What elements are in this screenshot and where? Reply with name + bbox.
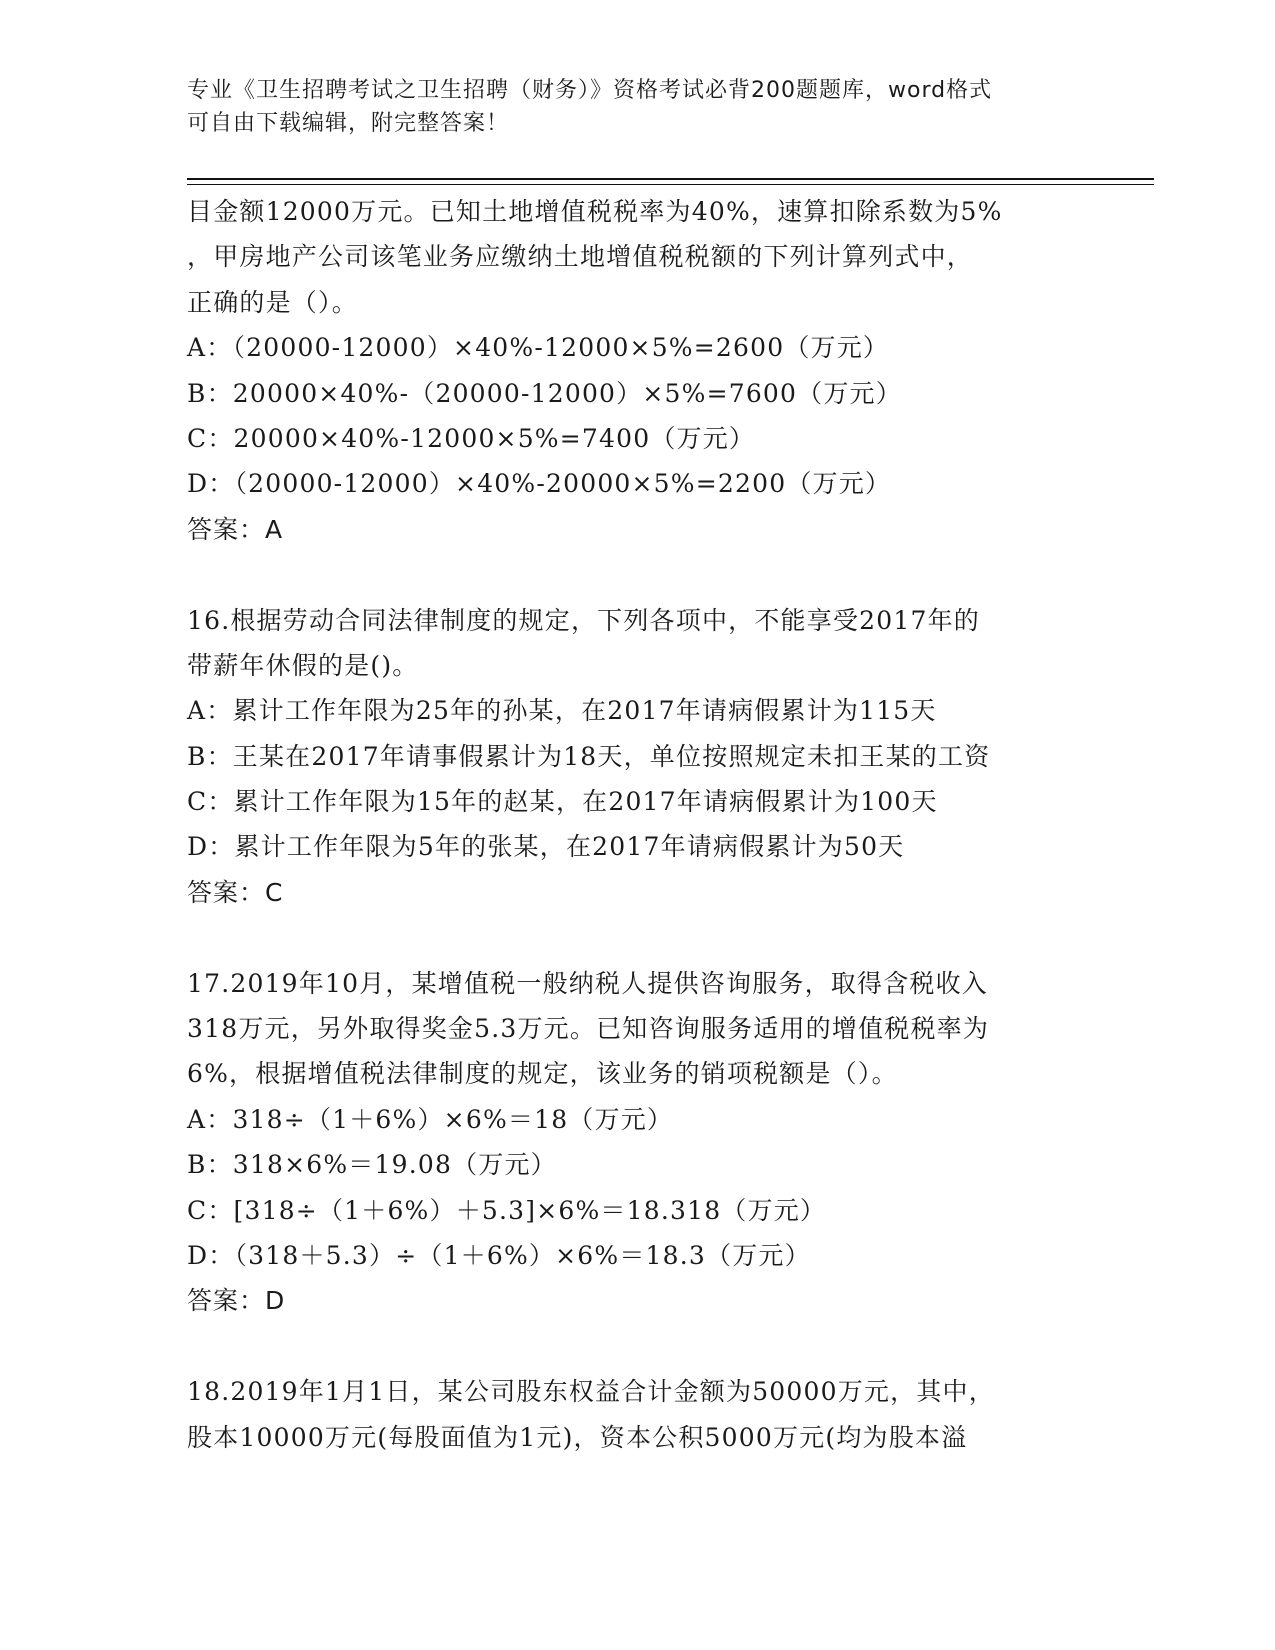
question-18-stem-line-1: 18.2019年1月1日，某公司股东权益合计金额为50000万元，其中， [187, 1377, 995, 1407]
header-divider-thick [187, 178, 1154, 180]
question-16-option-d: D：累计工作年限为5年的张某，在2017年请病假累计为50天 [187, 832, 905, 862]
question-17-option-a: A：318÷（1＋6%）×6%＝18（万元） [187, 1104, 674, 1134]
question-15-answer: 答案：A [187, 514, 284, 544]
question-17-option-d: D：（318＋5.3）÷（1＋6%）×6%＝18.3（万元） [187, 1240, 811, 1270]
header-divider-thin [187, 184, 1154, 185]
question-15-option-c: C：20000×40%-12000×5%=7400（万元） [187, 423, 756, 453]
question-16-stem-line-2: 带薪年休假的是()。 [187, 650, 419, 680]
question-18-stem-line-2: 股本10000万元(每股面值为1元)，资本公积5000万元(均为股本溢 [187, 1422, 968, 1452]
spacer [187, 552, 1087, 597]
question-17-option-b: B：318×6%＝19.08（万元） [187, 1150, 557, 1180]
document-header [187, 74, 1067, 140]
question-17-answer: 答案：D [187, 1286, 286, 1316]
spacer [187, 915, 1087, 960]
question-16-option-b: B：王某在2017年请事假累计为18天，单位按照规定未扣王某的工资 [187, 741, 991, 771]
spacer [187, 1324, 1087, 1369]
header-title-line-1: 专业《卫生招聘考试之卫生招聘（财务）》资格考试必背200题题库，word格式 [187, 78, 993, 103]
question-17 [187, 961, 1087, 1324]
question-body [187, 189, 1087, 1460]
question-17-option-c: C：[318÷（1＋6%）＋5.3]×6%＝18.318（万元） [187, 1195, 827, 1225]
question-15-stem-line-3: 正确的是（）。 [187, 287, 358, 317]
question-17-stem-line-1: 17.2019年10月，某增值税一般纳税人提供咨询服务，取得含税收入 [187, 968, 988, 998]
question-15-stem-line-2: ，甲房地产公司该笔业务应缴纳土地增值税税额的下列计算列式中， [187, 242, 974, 272]
question-16-option-c: C：累计工作年限为15年的赵某，在2017年请病假累计为100天 [187, 787, 938, 817]
question-17-stem-line-3: 6%，根据增值税法律制度的规定，该业务的销项税额是（）。 [187, 1059, 898, 1089]
question-15-stem-line-1: 目金额12000万元。已知土地增值税税率为40%，速算扣除系数为5% [187, 197, 1003, 226]
question-18 [187, 1369, 1087, 1460]
question-16-option-a: A：累计工作年限为25年的孙某，在2017年请病假累计为115天 [187, 696, 937, 726]
question-15-option-b: B：20000×40%-（20000-12000）×5%=7600（万元） [187, 378, 902, 408]
question-15-option-d: D：（20000-12000）×40%-20000×5%=2200（万元） [187, 469, 892, 499]
question-16-answer: 答案：C [187, 877, 284, 907]
header-title-line-2: 可自由下载编辑，附完整答案！ [187, 111, 510, 136]
question-16-stem-line-1: 16.根据劳动合同法律制度的规定，下列各项中，不能享受2017年的 [187, 605, 980, 635]
question-15-option-a: A：（20000-12000）×40%-12000×5%=2600（万元） [187, 333, 890, 363]
question-16 [187, 598, 1087, 916]
question-15 [187, 189, 1087, 552]
question-17-stem-line-2: 318万元，另外取得奖金5.3万元。已知咨询服务适用的增值税税率为 [187, 1014, 990, 1044]
